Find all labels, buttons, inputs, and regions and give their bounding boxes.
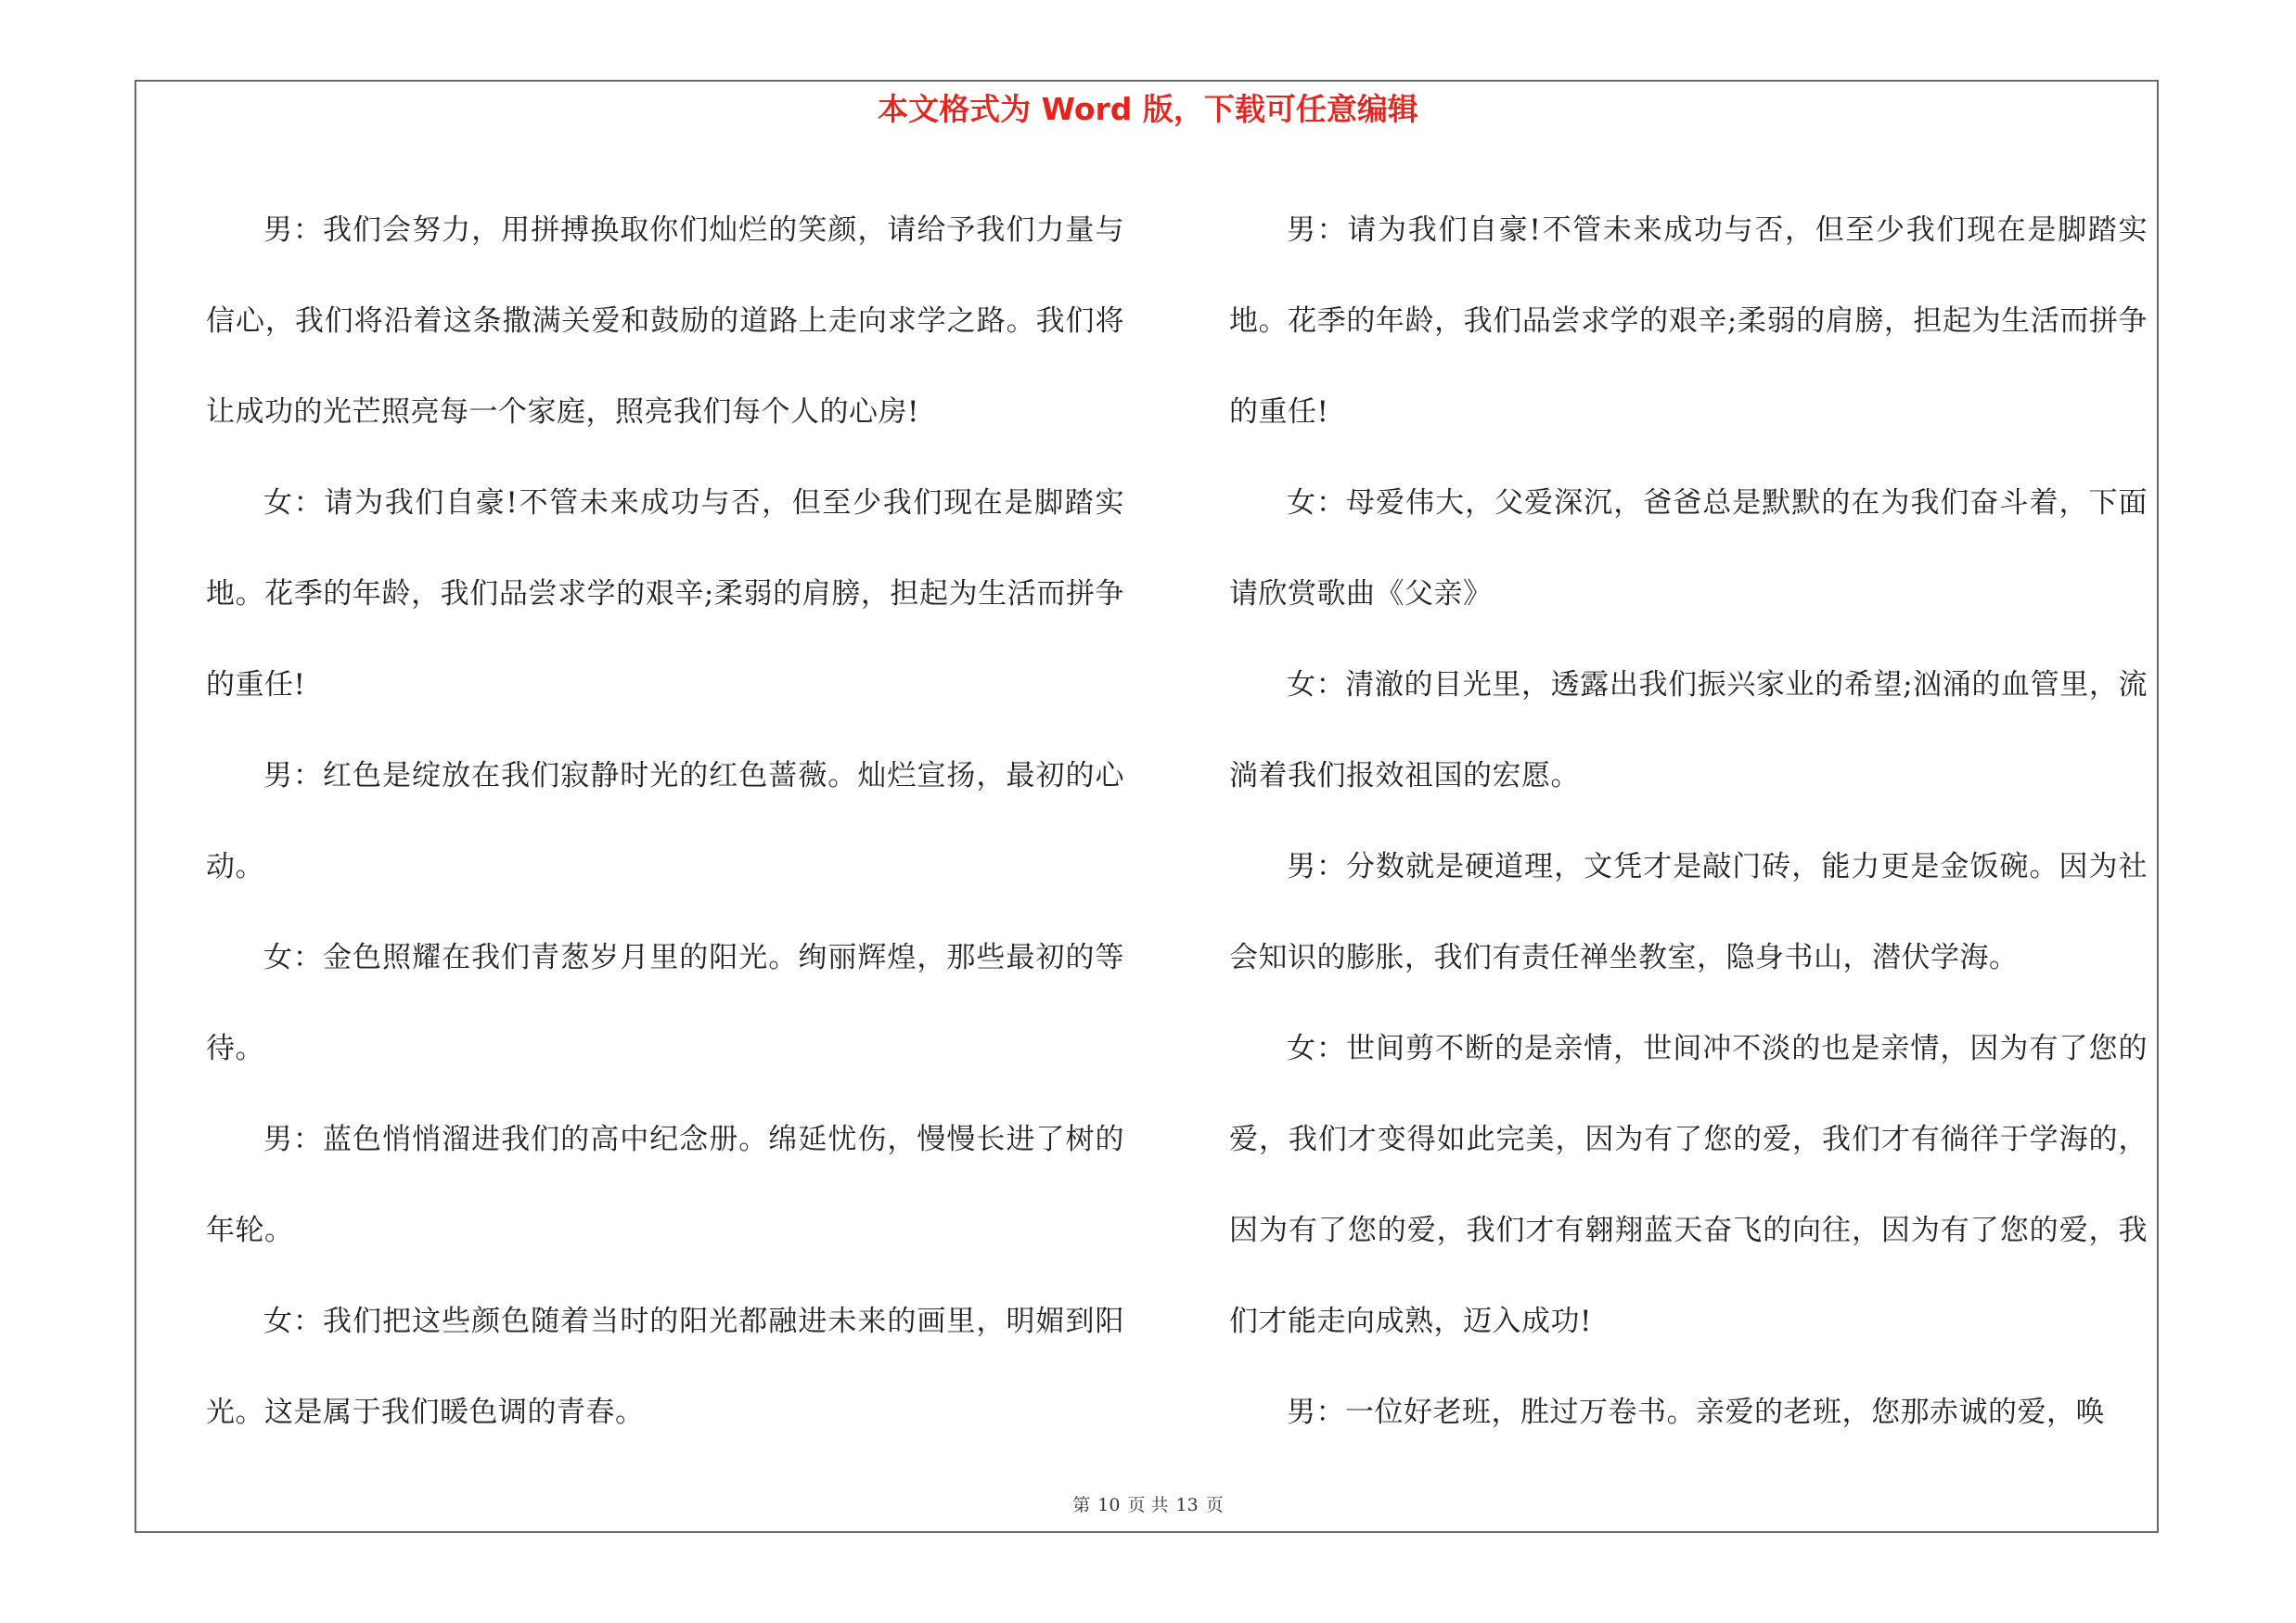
- footer-middle: 页 共: [1127, 1495, 1169, 1515]
- paragraph: 女：请为我们自豪!不管未来成功与否，但至少我们现在是脚踏实地。花季的年龄，我们品尝求学的艰辛;柔弱的肩膀，担起为生活而拼争的重任!: [206, 486, 1124, 702]
- total-pages-number: 13: [1175, 1495, 1199, 1515]
- paragraph: 女：金色照耀在我们青葱岁月里的阳光。绚丽辉煌，那些最初的等待。: [206, 941, 1124, 1065]
- right-column: [1229, 185, 2148, 1458]
- paragraph: 男：红色是绽放在我们寂静时光的红色蔷薇。灿烂宣扬，最初的心动。: [206, 759, 1124, 883]
- format-notice-banner: 本文格式为 Word 版，下载可任意编辑: [878, 91, 1418, 127]
- paragraph: 女：清澈的目光里，透露出我们振兴家业的希望;汹涌的血管里，流淌着我们报效祖国的宏愿。: [1229, 668, 2148, 792]
- paragraph: 女：世间剪不断的是亲情，世间冲不淡的也是亲情，因为有了您的爱，我们才变得如此完美，因为有了您的爱，我们才有徜徉于学海的，因为有了您的爱，我们才有翱翔蓝天奋飞的向往，因为有了您的爱，我们才能走向成熟，迈入成功!: [1229, 1032, 2148, 1338]
- paragraph: 男：请为我们自豪!不管未来成功与否，但至少我们现在是脚踏实地。花季的年龄，我们品尝求学的艰辛;柔弱的肩膀，担起为生活而拼争的重任!: [1229, 213, 2148, 429]
- footer-suffix: 页: [1205, 1495, 1224, 1515]
- paragraph: 男：分数就是硬道理，文凭才是敲门砖，能力更是金饭碗。因为社会知识的膨胀，我们有责任禅坐教室，隐身书山，潜伏学海。: [1229, 850, 2148, 974]
- paragraph: 女：母爱伟大，父爱深沉，爸爸总是默默的在为我们奋斗着，下面请欣赏歌曲《父亲》: [1229, 486, 2148, 611]
- paragraph: 男：一位好老班，胜过万卷书。亲爱的老班，您那赤诚的爱，唤: [1287, 1396, 2105, 1429]
- paragraph: 男：蓝色悄悄溜进我们的高中纪念册。绵延忧伤，慢慢长进了树的年轮。: [206, 1123, 1124, 1247]
- current-page-number: 10: [1097, 1495, 1121, 1515]
- paragraph: 女：我们把这些颜色随着当时的阳光都融进未来的画里，明媚到阳光。这是属于我们暖色调的青春。: [206, 1305, 1124, 1429]
- page-number-footer: [0, 1490, 2296, 1520]
- paragraph: 男：我们会努力，用拼搏换取你们灿烂的笑颜，请给予我们力量与信心，我们将沿着这条撒满关爱和鼓励的道路上走向求学之路。我们将让成功的光芒照亮每一个家庭，照亮我们每个人的心房!: [206, 213, 1124, 429]
- footer-prefix: 第: [1072, 1495, 1091, 1515]
- left-column: [206, 185, 1124, 1458]
